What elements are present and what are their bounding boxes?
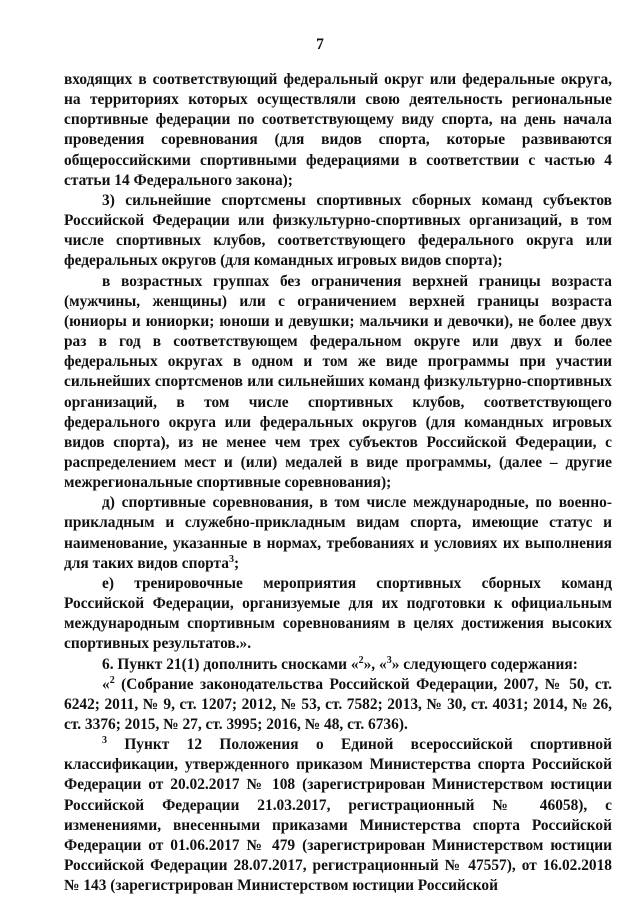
- paragraph: [64, 493, 612, 574]
- paragraph-text: ;: [233, 554, 240, 572]
- paragraph-text: «: [102, 675, 110, 693]
- paragraph: [64, 574, 612, 655]
- paragraph-text: (Собрание законодательства Российской Федерации, 2007, № 50, ст. 6242; 2011, № 9, ст. 1207; 2012, № 53, ст. 7582; 2013, № 30, ст. 4031; 2014, № 26, ст. 3376; 2015, № 27, ст. 3995; 2016, № 48, ст. 6736).: [64, 675, 612, 733]
- paragraph: [64, 655, 612, 675]
- paragraph-text: в возрастных группах без ограничения верхней границы возраста (мужчины, женщины) или с ограничением верхней границы возраста (юниоры и юниорки; юноши и девушки; мальчики и девочки), не более двух раз в год в соответствующем федеральном округе или двух и более федеральных округах в одном и том же виде программы при участии сильнейших спортсменов или сильнейших команд физкультурно-спортивных организаций, в том числе спортивных клубов, соответствующего федерального округа или федеральных округов (для командных игровых видов спорта), из не менее чем трех субъектов Российской Федерации, с распределением мест и (или) медалей в виде программы, (далее – другие межрегиональные спортивные соревнования);: [64, 272, 612, 492]
- paragraph: [64, 735, 612, 896]
- paragraph-text: », «: [363, 655, 387, 673]
- paragraph-text: входящих в соответствующий федеральный округ или федеральные округа, на территориях которых осуществляли свою деятельность региональные спортивные федерации по соответствующему виду спорта, на день начала проведения соревнования (для видов спорта, которые развиваются общероссийскими спортивными федерациями в соответствии с частью 4 статьи 14 Федерального закона);: [64, 71, 612, 189]
- document-body: [64, 70, 612, 896]
- page-number: 7: [316, 36, 324, 53]
- footnote-marker: 2: [358, 654, 364, 666]
- paragraph: [64, 675, 612, 735]
- paragraph-text: е) тренировочные мероприятия спортивных сборных команд Российской Федерации, организуемые для их подготовки к официальным международным спортивным соревнованиям в целях достижения высоких спортивных результатов.».: [64, 574, 612, 653]
- footnote-marker: 3: [228, 553, 234, 565]
- paragraph: [64, 191, 612, 272]
- paragraph: [64, 272, 612, 494]
- paragraph: [64, 70, 612, 191]
- paragraph-text: Пункт 12 Положения о Единой всероссийской спортивной классификации, утвержденного приказом Министерства спорта Российской Федерации от 20.02.2017 № 108 (зарегистрирован Министерством юстиции Российской Федерации 21.03.2017, регистрационный № 46058), с изменениями, внесенными приказами Министерства спорта Российской Федерации от 01.06.2017 № 479 (зарегистрирован Министерством юстиции Российской Федерации 28.07.2017, регистрационный № 47557), от 16.02.2018 № 143 (зарегистрирован Министерством юстиции Российской: [64, 736, 612, 895]
- paragraph-text: » следующего содержания:: [391, 655, 578, 673]
- paragraph-text: 6. Пункт 21(1) дополнить сносками «: [102, 655, 359, 673]
- paragraph-text: 3) сильнейшие спортсмены спортивных сборных команд субъектов Российской Федерации или физкультурно-спортивных организаций, в том числе спортивных клубов, соответствующего федерального округа или федеральных округов (для командных игровых видов спорта);: [64, 191, 612, 270]
- footnote-marker: 3: [102, 735, 107, 747]
- footnote-marker: 2: [109, 674, 115, 686]
- paragraph-text: д) спортивные соревнования, в том числе международные, по военно-прикладным и служебно-прикладным видам спорта, имеющие статус и наименование, указанные в нормах, требованиях и условиях их выполнения для таких видов спорта: [64, 494, 612, 572]
- footnote-marker: 3: [386, 654, 392, 666]
